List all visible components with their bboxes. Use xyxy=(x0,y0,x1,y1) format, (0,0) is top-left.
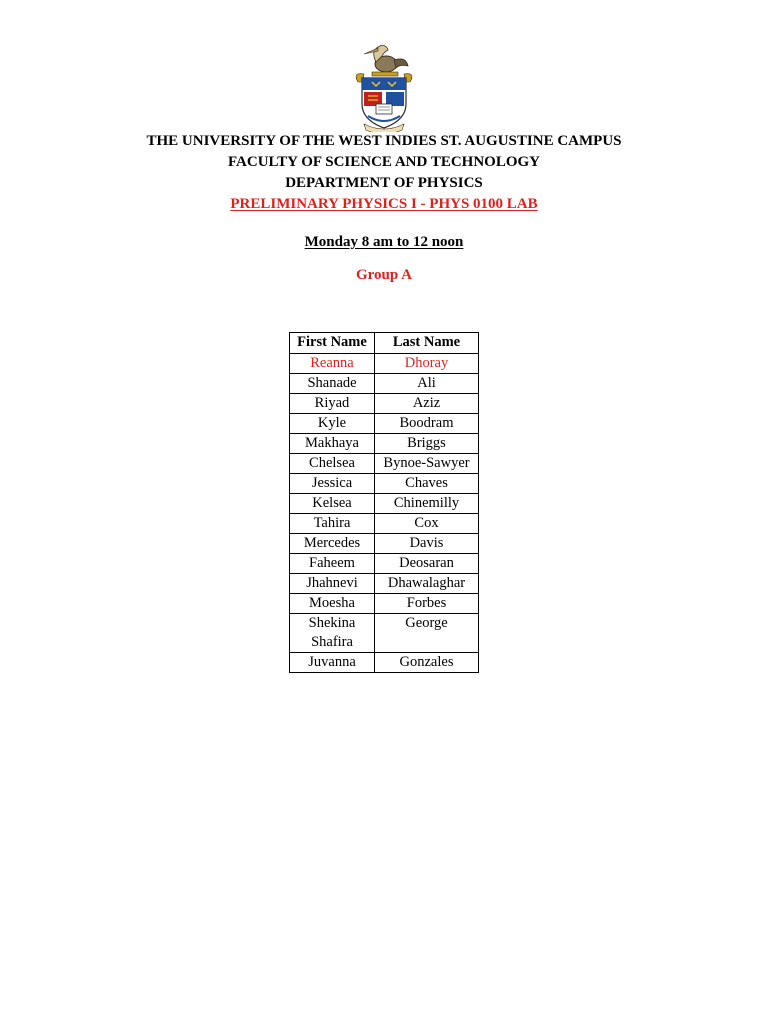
first-name-text: Shekina Shafira xyxy=(308,615,356,650)
last-name-cell: Dhawalaghar xyxy=(375,574,479,594)
department-name: DEPARTMENT OF PHYSICS xyxy=(285,175,483,191)
first-name-cell: Kelsea xyxy=(290,494,375,514)
table-row xyxy=(290,554,479,574)
last-name-cell: Chaves xyxy=(375,474,479,494)
university-crest-logo xyxy=(350,42,418,132)
last-name-cell: Dhoray xyxy=(375,354,479,374)
table-row xyxy=(290,574,479,594)
first-name-header: First Name xyxy=(290,333,375,354)
last-name-cell: Cox xyxy=(375,514,479,534)
last-name-cell: Chinemilly xyxy=(375,494,479,514)
table-row xyxy=(290,594,479,614)
table-row xyxy=(290,614,479,653)
first-name-cell: Makhaya xyxy=(290,434,375,454)
table-header-row xyxy=(290,333,479,354)
last-name-cell: Ali xyxy=(375,374,479,394)
first-name-cell: Chelsea xyxy=(290,454,375,474)
table-row xyxy=(290,494,479,514)
first-name-cell: Reanna xyxy=(290,354,375,374)
first-name-cell: Tahira xyxy=(290,514,375,534)
table-row xyxy=(290,414,479,434)
group-label: Group A xyxy=(356,267,412,283)
table-row xyxy=(290,354,479,374)
table-row xyxy=(290,394,479,414)
first-name-cell: Jhahnevi xyxy=(290,574,375,594)
last-name-cell: Davis xyxy=(375,534,479,554)
last-name-cell: Boodram xyxy=(375,414,479,434)
first-name-cell: Mercedes xyxy=(290,534,375,554)
first-name-cell xyxy=(290,614,375,653)
table-row xyxy=(290,474,479,494)
last-name-cell: Deosaran xyxy=(375,554,479,574)
table-row xyxy=(290,653,479,673)
last-name-header: Last Name xyxy=(375,333,479,354)
first-name-cell: Moesha xyxy=(290,594,375,614)
last-name-cell: George xyxy=(375,614,479,653)
first-name-cell: Kyle xyxy=(290,414,375,434)
table-row xyxy=(290,454,479,474)
last-name-cell: Gonzales xyxy=(375,653,479,673)
first-name-cell: Jessica xyxy=(290,474,375,494)
first-name-cell: Faheem xyxy=(290,554,375,574)
last-name-cell: Forbes xyxy=(375,594,479,614)
session-time: Monday 8 am to 12 noon xyxy=(304,234,464,250)
university-name: THE UNIVERSITY OF THE WEST INDIES ST. AUGUSTINE CAMPUS xyxy=(146,133,622,149)
course-title: PRELIMINARY PHYSICS I - PHYS 0100 LAB xyxy=(230,196,538,212)
student-roster-table xyxy=(289,332,479,673)
faculty-name: FACULTY OF SCIENCE AND TECHNOLOGY xyxy=(228,154,540,170)
first-name-cell: Juvanna xyxy=(290,653,375,673)
table-row xyxy=(290,374,479,394)
last-name-cell: Bynoe-Sawyer xyxy=(375,454,479,474)
last-name-cell: Aziz xyxy=(375,394,479,414)
table-row xyxy=(290,514,479,534)
first-name-cell: Shanade xyxy=(290,374,375,394)
last-name-cell: Briggs xyxy=(375,434,479,454)
table-row xyxy=(290,534,479,554)
first-name-cell: Riyad xyxy=(290,394,375,414)
table-row xyxy=(290,434,479,454)
